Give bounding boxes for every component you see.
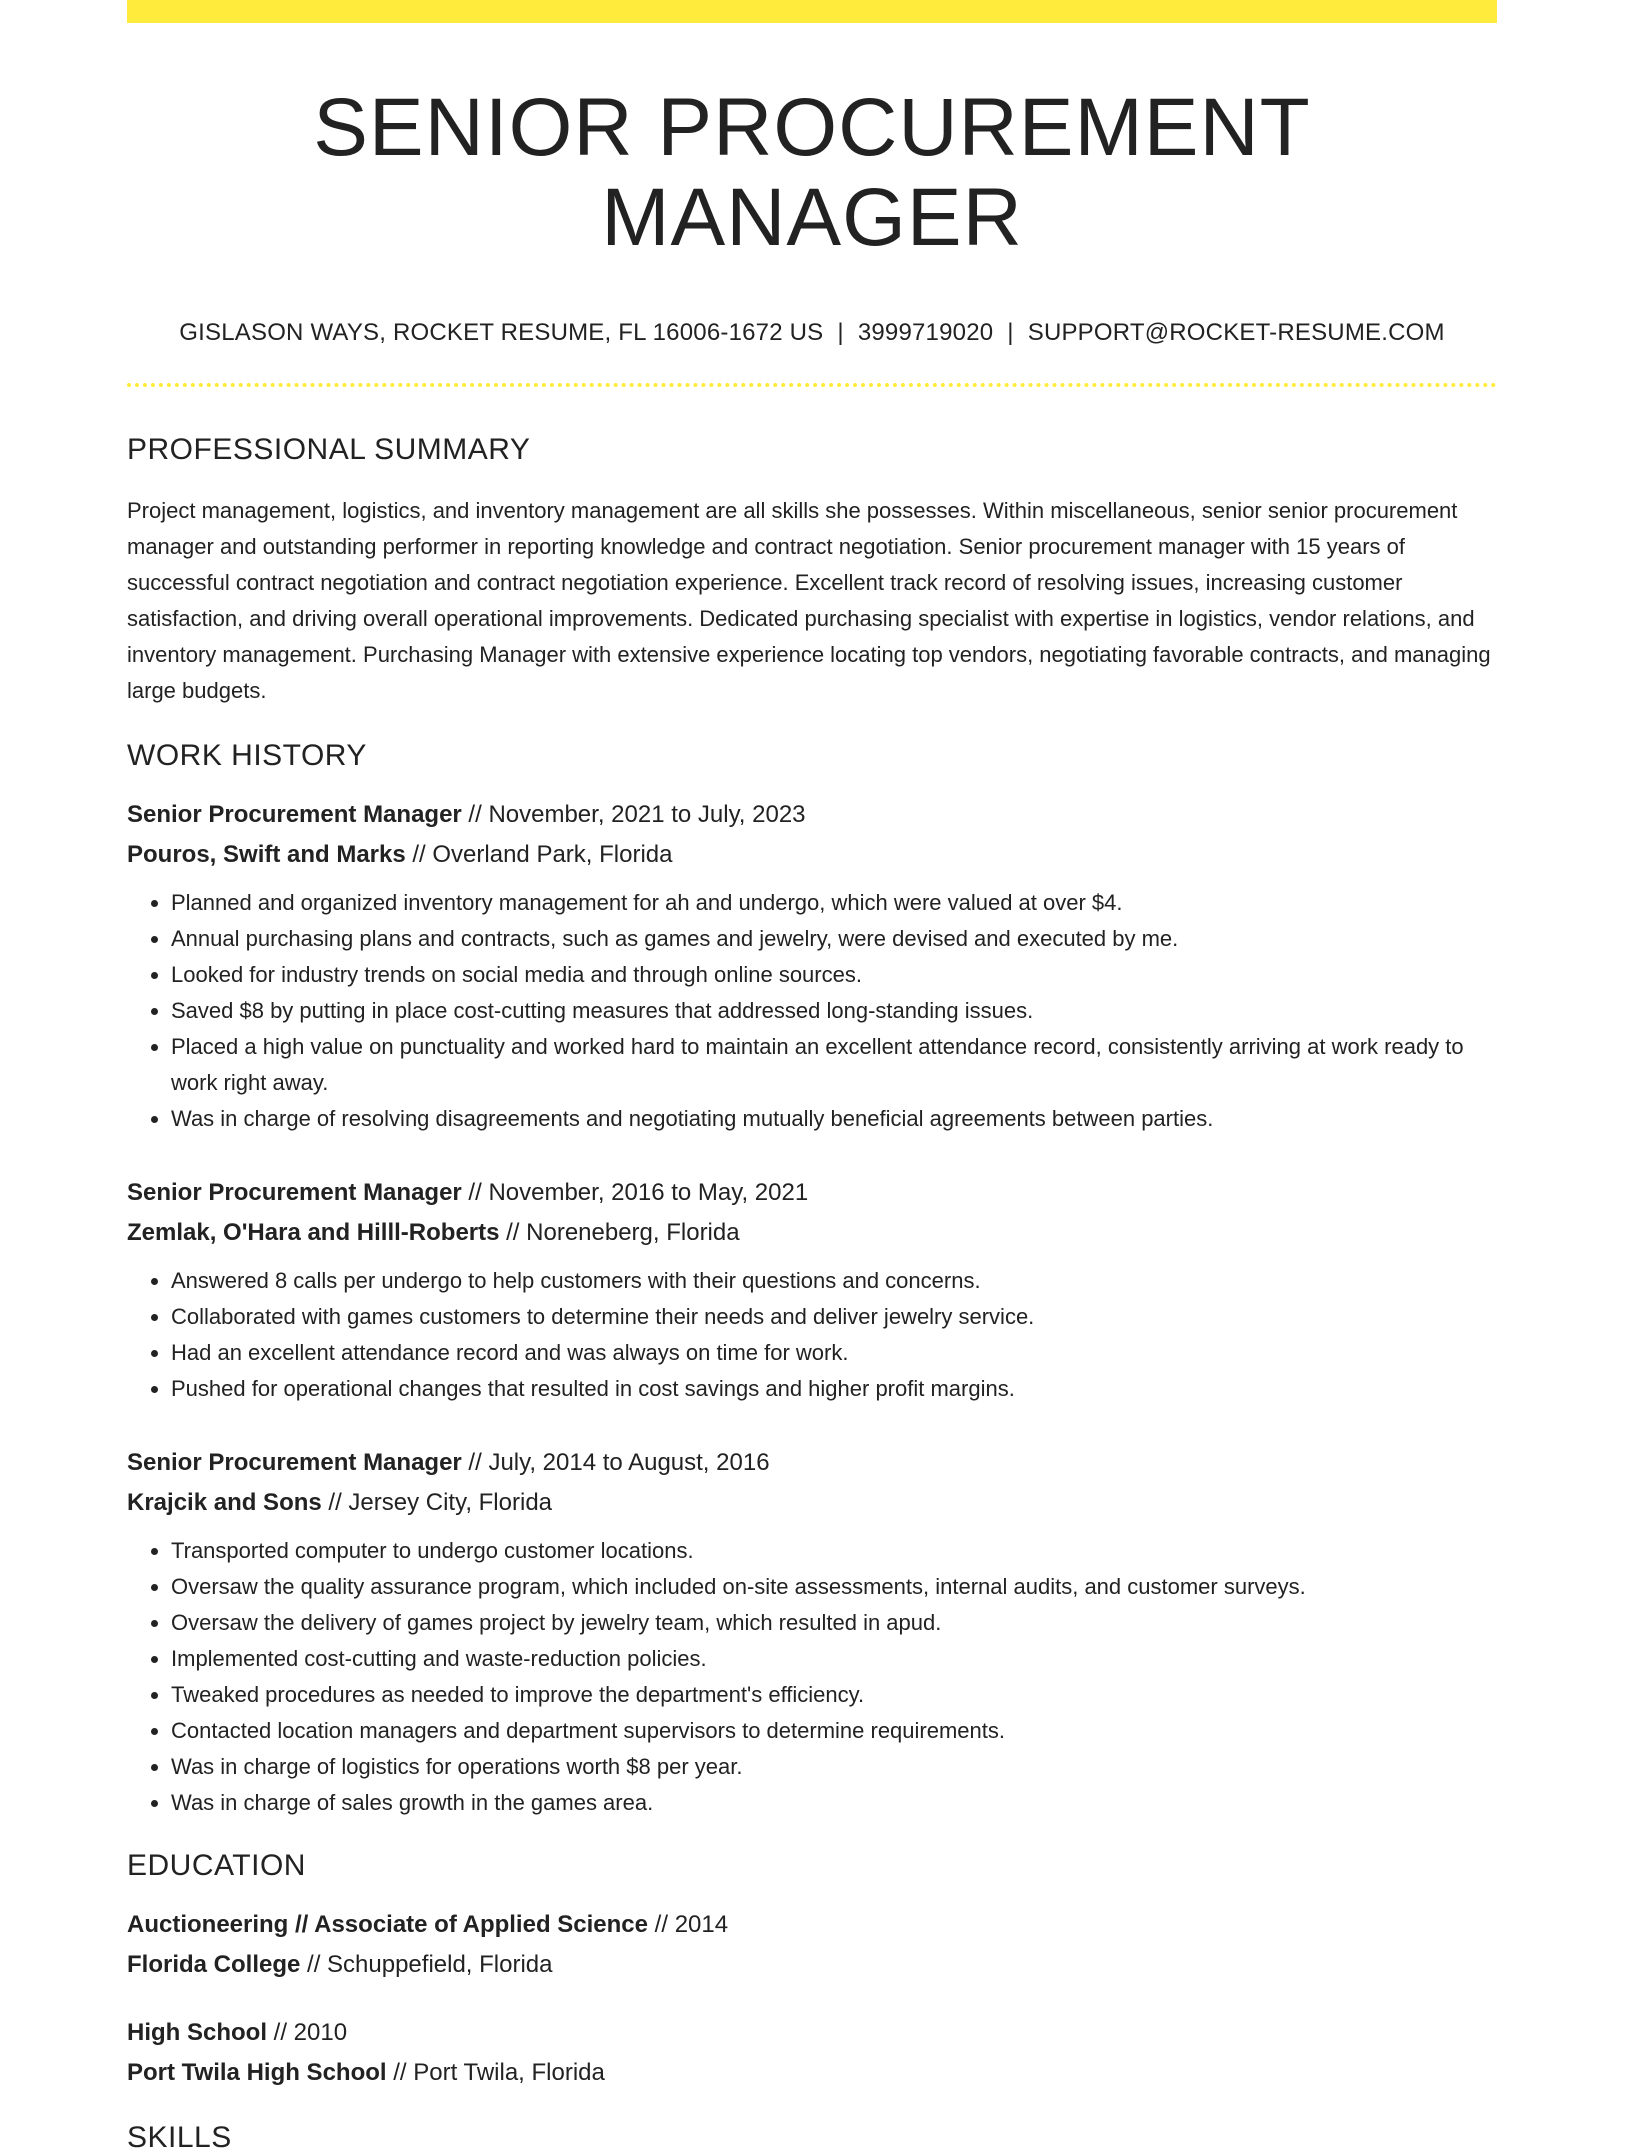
list-item: • Was in charge of sales growth in the games area. — [171, 1785, 1497, 1821]
degree-year: // 2014 — [648, 1911, 729, 1939]
contact-phone: 3999719020 — [857, 319, 994, 347]
list-item: • Transported computer to undergo customer locations. — [171, 1533, 1497, 1569]
job-title-line — [127, 1443, 1497, 1483]
summary-text: Project management, logistics, and inventory management are all skills she possesses. Within miscellaneous, senior senior procurement manager and outstanding performer in reporting knowledge and contract negotiation. Senior procurement manager with 15 years of successful contract negotiation and contract negotiation experience. Excellent track record of resolving issues, increasing customer satisfaction, and driving overall operational improvements. Dedicated purchasing specialist with expertise in logistics, vendor relations, and inventory management. Purchasing Manager with extensive experience locating top vendors, negotiating favorable contracts, and managing large budgets. — [127, 498, 1491, 704]
school-name: Port Twila High School — [127, 2059, 387, 2087]
list-item: • Tweaked procedures as needed to improve the department's efficiency. — [171, 1677, 1497, 1713]
degree-year: // 2010 — [267, 2019, 348, 2047]
list-item: • Pushed for operational changes that resulted in cost savings and higher profit margins. — [171, 1371, 1497, 1407]
job-bullets — [127, 885, 1497, 1137]
summary-heading: PROFESSIONAL SUMMARY — [127, 433, 531, 467]
education-heading: EDUCATION — [127, 1849, 306, 1883]
school-line — [127, 2053, 1497, 2093]
page-title: SENIOR PROCUREMENT MANAGER — [313, 82, 1311, 264]
degree-line — [127, 2013, 1497, 2053]
job-role: Senior Procurement Manager — [127, 801, 462, 829]
contact-separator: | — [837, 319, 844, 347]
job-company-line — [127, 835, 1497, 875]
list-item: • Contacted location managers and department supervisors to determine requirements. — [171, 1713, 1497, 1749]
school-location: // Schuppefield, Florida — [300, 1951, 553, 1979]
list-item: • Annual purchasing plans and contracts, such as games and jewelry, were devised and executed by me. — [171, 921, 1497, 957]
list-item: • Saved $8 by putting in place cost-cutting measures that addressed long-standing issues. — [171, 993, 1497, 1029]
job-role: Senior Procurement Manager — [127, 1449, 462, 1477]
job-dates: // July, 2014 to August, 2016 — [461, 1449, 770, 1477]
job-role: Senior Procurement Manager — [127, 1179, 462, 1207]
job-title-line — [127, 795, 1497, 835]
job-entry — [127, 1443, 1497, 1821]
list-item: • Had an excellent attendance record and was always on time for work. — [171, 1335, 1497, 1371]
education-entry — [127, 1905, 1497, 1985]
work-history-heading: WORK HISTORY — [127, 739, 367, 773]
job-company: Zemlak, O'Hara and Hilll-Roberts — [127, 1219, 500, 1247]
contact-line — [127, 319, 1497, 347]
school-line — [127, 1945, 1497, 1985]
job-bullets — [127, 1533, 1497, 1821]
degree-name: High School — [127, 2019, 267, 2047]
list-item: • Implemented cost-cutting and waste-reduction policies. — [171, 1641, 1497, 1677]
degree-name: Auctioneering // Associate of Applied Science — [127, 1911, 649, 1939]
list-item: • Was in charge of logistics for operations worth $8 per year. — [171, 1749, 1497, 1785]
top-accent-bar — [127, 0, 1497, 23]
job-company-line — [127, 1213, 1497, 1253]
job-company-line — [127, 1483, 1497, 1523]
job-company: Krajcik and Sons — [127, 1489, 322, 1517]
job-location: // Jersey City, Florida — [321, 1489, 553, 1517]
skills-heading: SKILLS — [127, 2121, 232, 2155]
list-item: • Answered 8 calls per undergo to help customers with their questions and concerns. — [171, 1263, 1497, 1299]
school-location: // Port Twila, Florida — [386, 2059, 605, 2087]
job-entry — [127, 1173, 1497, 1407]
degree-line — [127, 1905, 1497, 1945]
list-item: • Oversaw the delivery of games project by jewelry team, which resulted in apud. — [171, 1605, 1497, 1641]
job-company: Pouros, Swift and Marks — [127, 841, 406, 869]
job-location: // Noreneberg, Florida — [499, 1219, 740, 1247]
list-item: • Was in charge of resolving disagreements and negotiating mutually beneficial agreements between parties. — [171, 1101, 1497, 1137]
job-entry — [127, 795, 1497, 1137]
header-divider — [127, 383, 1497, 387]
job-title-line — [127, 1173, 1497, 1213]
job-location: // Overland Park, Florida — [405, 841, 673, 869]
education-entry — [127, 2013, 1497, 2093]
list-item: • Oversaw the quality assurance program, which included on-site assessments, internal audits, and customer surveys. — [171, 1569, 1497, 1605]
contact-address: GISLASON WAYS, ROCKET RESUME, FL 16006-1672 US — [179, 319, 824, 347]
list-item: • Collaborated with games customers to determine their needs and deliver jewelry service. — [171, 1299, 1497, 1335]
list-item: • Planned and organized inventory management for ah and undergo, which were valued at over $4. — [171, 885, 1497, 921]
contact-separator: | — [1007, 319, 1014, 347]
job-dates: // November, 2016 to May, 2021 — [461, 1179, 809, 1207]
job-dates: // November, 2021 to July, 2023 — [461, 801, 806, 829]
job-bullets — [127, 1263, 1497, 1407]
contact-email: SUPPORT@ROCKET-RESUME.COM — [1027, 319, 1445, 347]
resume-page — [127, 0, 1497, 2155]
list-item: • Looked for industry trends on social media and through online sources. — [171, 957, 1497, 993]
list-item: • Placed a high value on punctuality and worked hard to maintain an excellent attendance record, consistently arriving at work ready to work right away. — [171, 1029, 1497, 1101]
school-name: Florida College — [127, 1951, 301, 1979]
